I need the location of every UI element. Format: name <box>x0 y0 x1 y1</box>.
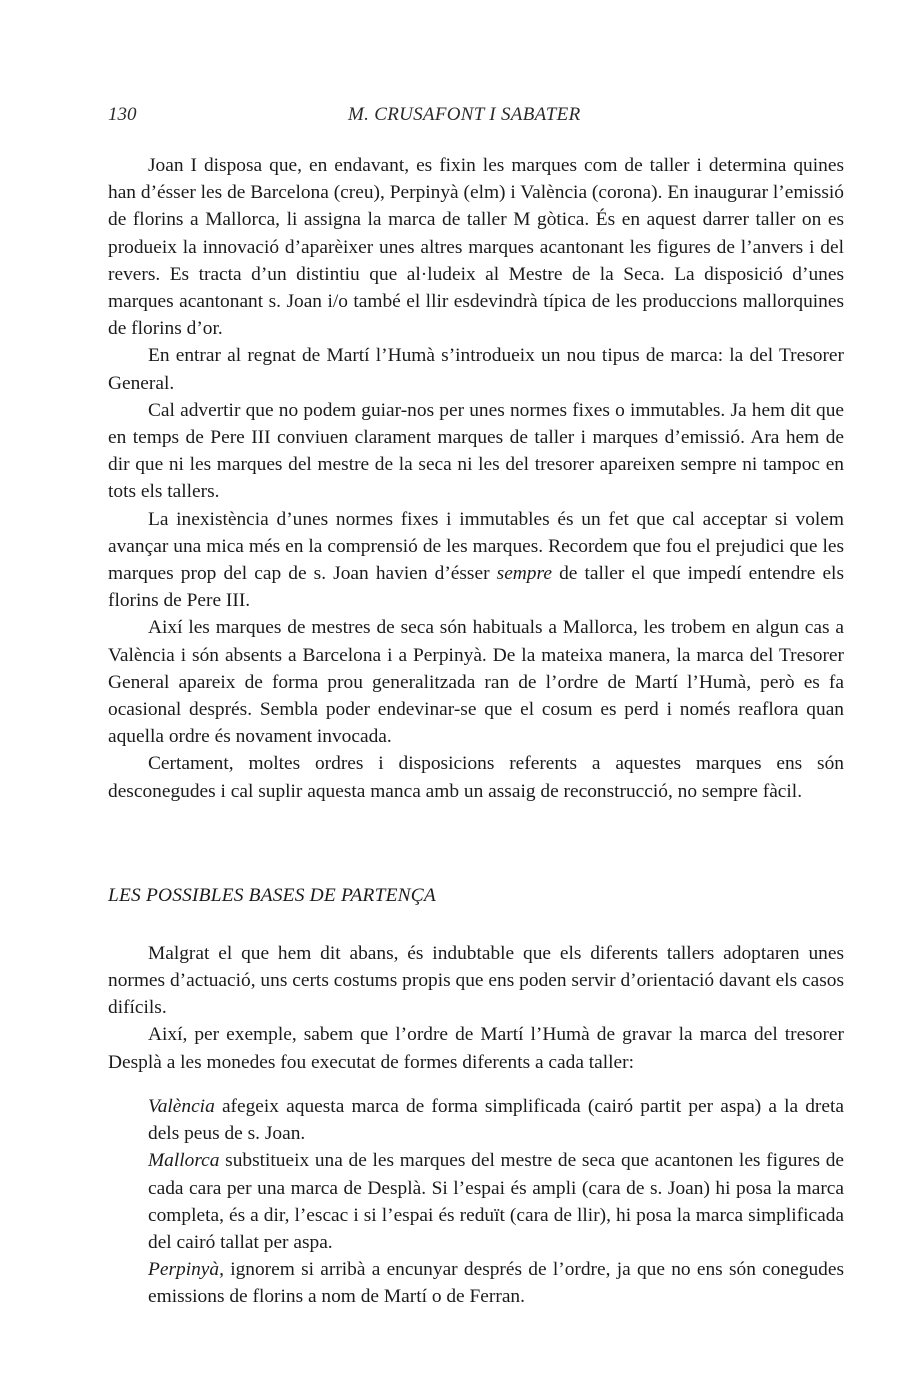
list-text-valencia: afegeix aquesta marca de forma simplificada (cairó partit per aspa) a la dreta dels peus de s. Joan. <box>148 1095 844 1145</box>
paragraph-2: En entrar al regnat de Martí l’Humà s’introdueix un nou tipus de marca: la del Tresorer General. <box>108 345 844 394</box>
paragraph-1: Joan I disposa que, en endavant, es fixin les marques com de taller i determina quines han d’ésser les de Barcelona (creu), Perpinyà (elm) i València (corona). En inaugurar l’emissió de florins a Mallorca, li assigna la marca de taller M gòtica. És en aquest darrer taller on es produeix la innovació d’aparèixer unes altres marques acantonant les figures de l’anvers i del revers. Es tracta d’un distintiu que al·ludeix al Mestre de la Seca. La disposició d’unes marques acantonant s. Joan i/o també el llir esdevindrà típica de les produccions mallorquines de florins d’or. <box>108 155 844 340</box>
section-heading: LES POSSIBLES BASES DE PARTENÇA <box>108 884 436 906</box>
list-text-mallorca: substitueix una de les marques del mestre de seca que acantonen les figures de cada cara per una marca de Desplà. Si l’espai és ampli (cara de s. Joan) hi posa la marca completa, és a dir, l’escac i si l’espai és reduït (cara de llir), hi posa la marca simplificada del cairó tallat per aspa. <box>148 1150 844 1253</box>
list-text-perpinya: ignorem si arribà a encunyar després de l’ordre, ja que no ens són conegudes emissions de florins a nom de Martí o de Ferran. <box>148 1259 844 1308</box>
paragraph-4-emphasis: sempre <box>496 563 552 585</box>
paragraph-6: Certament, moltes ordres i disposicions referents a aquestes marques ens són desconegudes i cal suplir aquesta manca amb un assaig de reconstrucció, no sempre fàcil. <box>108 753 844 802</box>
paragraph-4-text-a: La inexistència d’unes normes fixes i immutables és un fet que cal acceptar si volem avançar una mica més en la comprensió de les marques. Recordem que fou el prejudici que les marques prop del cap de s. Joan havien d’ésser <box>108 508 844 585</box>
body-text <box>108 152 844 1311</box>
list-term-mallorca: Mallorca <box>148 1150 220 1172</box>
list-term-perpinya: Perpinyà, <box>148 1259 224 1281</box>
list-item-mallorca <box>148 1147 844 1256</box>
section-paragraph-2: Així, per exemple, sabem que l’ordre de Martí l’Humà de gravar la marca del tresorer Desplà a les monedes fou executat de formes diferents a cada taller: <box>108 1024 844 1073</box>
list-item-valencia <box>148 1093 844 1147</box>
page <box>108 104 844 1311</box>
paragraph-4 <box>108 506 844 615</box>
list-item-perpinya <box>148 1256 844 1310</box>
running-header <box>108 104 844 132</box>
running-title: M. CRUSAFONT I SABATER <box>348 104 581 125</box>
paragraph-5: Així les marques de mestres de seca són habituals a Mallorca, les trobem en algun cas a València i són absents a Barcelona i a Perpinyà. De la mateixa manera, la marca del Tresorer General apareix de forma prou generalitzada ran de l’ordre de Martí l’Humà, però es fa ocasional després. Sembla poder endevinar-se que el cosum es perd i només reaflora quan aquella ordre és novament invocada. <box>108 617 844 748</box>
workshop-list <box>108 1093 844 1311</box>
section-paragraph-1: Malgrat el que hem dit abans, és indubtable que els diferents tallers adoptaren unes normes d’actuació, uns certs costums propis que ens poden servir d’orientació davant els casos difícils. <box>108 942 844 1019</box>
list-term-valencia: València <box>148 1095 215 1117</box>
paragraph-3: Cal advertir que no podem guiar-nos per unes normes fixes o immutables. Ja hem dit que en temps de Pere III conviuen clarament marques de taller i marques d’emissió. Ara hem de dir que ni les marques del mestre de la seca ni les del tresorer apareixen sempre ni tampoc en tots els tallers. <box>108 399 844 503</box>
paragraph-4-text-b: de taller el que impedí entendre els florins de Pere III. <box>108 563 844 612</box>
page-number: 130 <box>108 104 137 125</box>
